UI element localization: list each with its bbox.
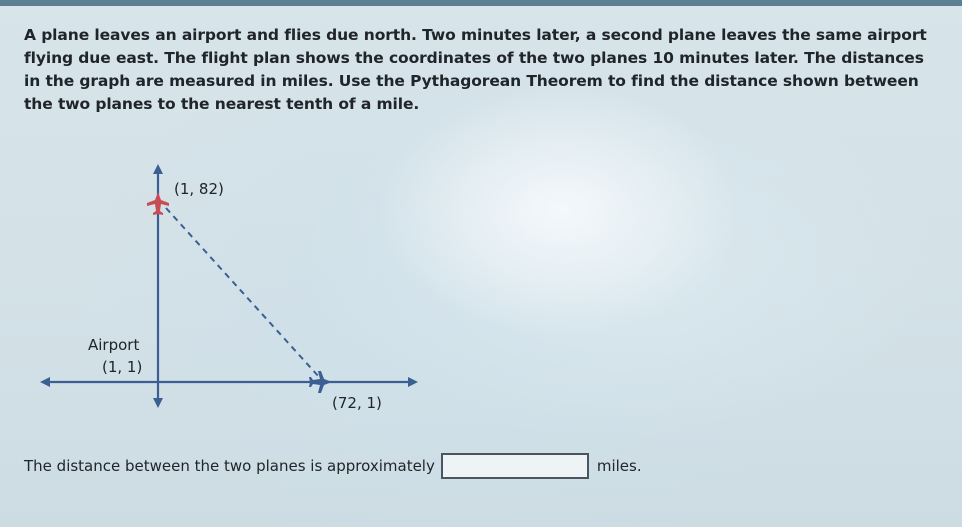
top-border [0, 0, 962, 6]
distance-answer-input[interactable] [441, 453, 589, 479]
distance-dashed-line [166, 208, 320, 378]
y-axis-bottom-arrow [153, 398, 163, 408]
x-axis-right-arrow [408, 377, 418, 387]
graph-svg [0, 150, 460, 430]
airport-coord-label: (1, 1) [102, 358, 143, 376]
airport-label: Airport [88, 336, 140, 354]
east-plane-icon [309, 371, 332, 393]
y-axis-top-arrow [153, 164, 163, 174]
answer-suffix: miles. [596, 457, 642, 475]
east-plane-coord-label: (72, 1) [332, 394, 382, 412]
flight-graph [0, 150, 460, 430]
question-text: A plane leaves an airport and flies due north. Two minutes later, a second plane leaves the same airport flying due east. The flight plan shows the coordinates of the two planes 10 minutes later. The distances in the graph are measured in miles. Use the Pythagorean Theorem to find the distance shown between the two planes to the nearest tenth of a mile. [24, 26, 927, 113]
answer-prefix: The distance between the two planes is approximately [24, 457, 435, 475]
north-plane-coord-label: (1, 82) [174, 180, 224, 198]
x-axis-left-arrow [40, 377, 50, 387]
north-plane-icon [147, 192, 169, 215]
answer-row [24, 452, 642, 480]
